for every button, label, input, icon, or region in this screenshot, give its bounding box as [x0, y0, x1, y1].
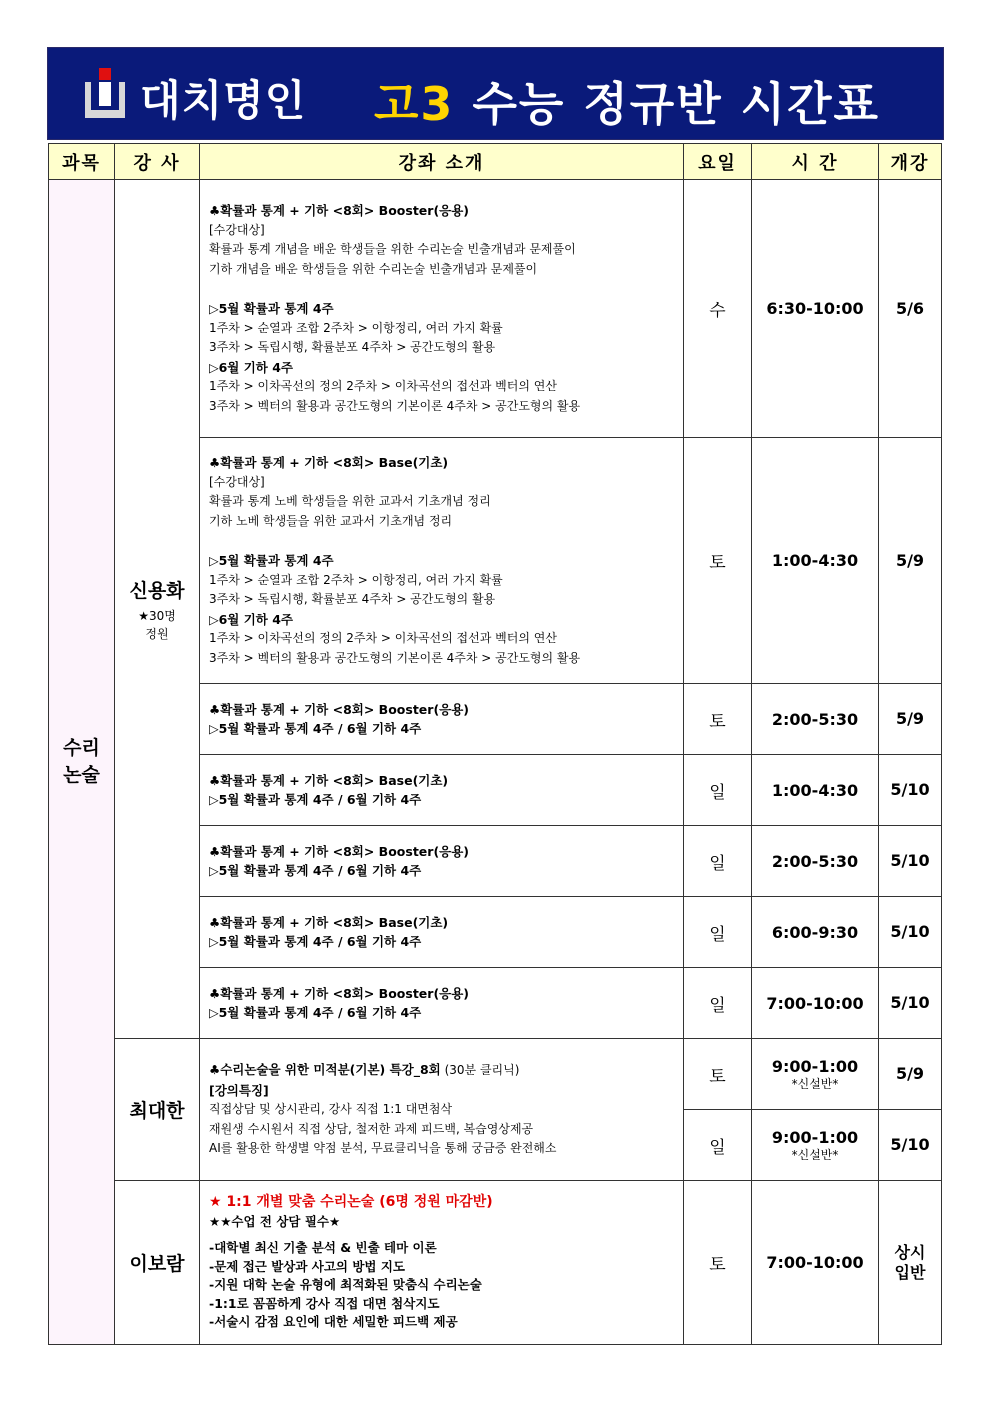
time-cell — [752, 1110, 879, 1181]
page-title — [374, 68, 880, 134]
day-cell: 토 — [684, 1181, 752, 1345]
col-subject: 과목 — [49, 144, 115, 180]
course-title: ♣확률과 통계 + 기하 <8회> Booster(응용) — [209, 203, 470, 218]
course-line: -대학별 최신 기출 분석 & 빈출 테마 이론 — [209, 1240, 437, 1256]
time-value: 9:00-1:00 — [771, 1127, 859, 1147]
time-cell: 2:00-5:30 — [752, 684, 879, 755]
time-cell: 2:00-5:30 — [752, 826, 879, 897]
day-cell: 일 — [684, 968, 752, 1039]
course-line: 확률과 통계 노베 학생들을 위한 교과서 기초개념 정리 — [209, 494, 491, 508]
teacher-capacity-label: 정원 — [145, 626, 169, 641]
open-cell: 5/9 — [879, 1039, 942, 1110]
subject-line: 논술 — [63, 764, 100, 786]
course-line: [수강대상] — [209, 222, 265, 237]
day-cell: 일 — [684, 1110, 752, 1181]
open-cell: 5/10 — [879, 1110, 942, 1181]
course-line: ▷5월 확률과 통계 4주 / 6월 기하 4주 — [209, 863, 422, 878]
open-cell: 5/9 — [879, 438, 942, 684]
time-cell: 7:00-10:00 — [752, 1181, 879, 1345]
course-line: ▷5월 확률과 통계 4주 / 6월 기하 4주 — [209, 721, 422, 736]
course-title: ★ 1:1 개별 맞춤 수리논술 (6명 정원 마감반) — [209, 1194, 493, 1211]
course-line: 1주차 > 이차곡선의 정의 2주차 > 이차곡선의 접선과 벡터의 연산 — [209, 631, 557, 645]
teacher-name: 신용화 — [129, 579, 185, 602]
time-cell: 7:00-10:00 — [752, 968, 879, 1039]
course-line: 1주차 > 이차곡선의 정의 2주차 > 이차곡선의 접선과 벡터의 연산 — [209, 379, 557, 393]
course-intro — [200, 826, 684, 897]
course-intro — [200, 180, 684, 438]
teacher-choi: 최대한 — [115, 1039, 200, 1181]
teacher-capacity: ★30명 — [138, 608, 176, 623]
course-intro — [200, 1181, 684, 1345]
course-intro — [200, 755, 684, 826]
open-cell: 5/10 — [879, 755, 942, 826]
course-line: 재원생 수시원서 직접 상담, 철저한 과제 피드백, 복습영상제공 — [209, 1121, 534, 1136]
course-line: ▷5월 확률과 통계 4주 / 6월 기하 4주 — [209, 934, 422, 949]
col-intro: 강좌 소개 — [200, 144, 684, 180]
open-line: 상시 — [894, 1242, 926, 1262]
subject-cell — [49, 180, 115, 1345]
course-line: 기하 개념을 배운 학생들을 위한 수리논술 빈출개념과 문제풀이 — [209, 261, 538, 276]
course-intro — [200, 684, 684, 755]
course-line: 3주차 > 독립시행, 확률분포 4주차 > 공간도형의 활용 — [209, 592, 496, 606]
open-cell: 5/10 — [879, 897, 942, 968]
header-row — [49, 144, 942, 180]
course-line: [강의특징] — [209, 1082, 269, 1098]
new-class-note: *신설반* — [791, 1076, 839, 1091]
course-line: 확률과 통계 개념을 배운 학생들을 위한 수리논술 빈출개념과 문제풀이 — [209, 242, 576, 256]
col-time: 시 간 — [752, 144, 879, 180]
time-value: 9:00-1:00 — [771, 1056, 859, 1076]
day-cell: 수 — [684, 180, 752, 438]
course-line: -지원 대학 논술 유형에 최적화된 맞춤식 수리논술 — [209, 1277, 482, 1293]
time-cell: 1:00-4:30 — [752, 438, 879, 684]
day-cell: 일 — [684, 755, 752, 826]
day-cell: 토 — [684, 1039, 752, 1110]
open-cell — [879, 1181, 942, 1345]
subject-line: 수리 — [63, 737, 100, 759]
open-cell: 5/9 — [879, 684, 942, 755]
open-cell: 5/10 — [879, 826, 942, 897]
course-line: 3주차 > 벡터의 활용과 공간도형의 기본이론 4주차 > 공간도형의 활용 — [209, 650, 581, 665]
header-banner — [47, 47, 944, 140]
time-cell: 1:00-4:30 — [752, 755, 879, 826]
course-line: ▷6월 기하 4주 — [209, 359, 294, 375]
table-row — [49, 1181, 942, 1345]
table-row — [49, 180, 942, 438]
course-intro — [200, 897, 684, 968]
course-line: 3주차 > 벡터의 활용과 공간도형의 기본이론 4주차 > 공간도형의 활용 — [209, 398, 581, 413]
open-cell: 5/6 — [879, 180, 942, 438]
course-intro — [200, 438, 684, 684]
course-line: [수강대상] — [209, 474, 265, 489]
col-open: 개강 — [879, 144, 942, 180]
day-cell: 일 — [684, 826, 752, 897]
schedule-table — [48, 143, 942, 1345]
course-line: ▷5월 확률과 통계 4주 — [209, 553, 334, 568]
course-title: ♣확률과 통계 + 기하 <8회> Booster(응용) — [209, 843, 470, 859]
course-line: -1:1로 꼼꼼하게 강사 직접 대면 첨삭지도 — [209, 1295, 440, 1311]
time-cell: 6:30-10:00 — [752, 180, 879, 438]
brand-name: 대치명인 — [140, 76, 307, 125]
course-title: ♣확률과 통계 + 기하 <8회> Booster(응용) — [209, 985, 470, 1001]
course-title: ♣확률과 통계 + 기하 <8회> Base(기초) — [209, 914, 449, 930]
open-cell: 5/10 — [879, 968, 942, 1039]
new-class-note: *신설반* — [791, 1147, 839, 1162]
teacher-lee: 이보람 — [115, 1181, 200, 1345]
open-line: 입반 — [894, 1262, 926, 1282]
course-line: AI를 활용한 학생별 약점 분석, 무료클리닉을 통해 궁금증 완전해소 — [209, 1141, 557, 1156]
day-cell: 토 — [684, 438, 752, 684]
course-line: 3주차 > 독립시행, 확률분포 4주차 > 공간도형의 활용 — [209, 340, 496, 354]
teacher-shin — [115, 180, 200, 1039]
course-line: ▷5월 확률과 통계 4주 — [209, 301, 334, 316]
day-cell: 토 — [684, 684, 752, 755]
course-line: -서술시 감점 요인에 대한 세밀한 피드백 제공 — [209, 1314, 458, 1330]
course-line: 기하 노베 학생들을 위한 교과서 기초개념 정리 — [209, 513, 453, 528]
time-cell — [752, 1039, 879, 1110]
course-line: 1주차 > 순열과 조합 2주차 > 이항정리, 여러 가지 확률 — [209, 320, 503, 335]
course-line: ▷6월 기하 4주 — [209, 611, 294, 627]
course-line: ▷5월 확률과 통계 4주 / 6월 기하 4주 — [209, 792, 422, 807]
table-row — [49, 1039, 942, 1110]
grade-label: 고3 — [374, 77, 455, 131]
day-cell: 일 — [684, 897, 752, 968]
course-title: ♣수리논술을 위한 미적분(기본) 특강_8회 — [209, 1062, 441, 1078]
course-title-note: (30분 클리닉) — [444, 1063, 520, 1078]
course-line: 직접상담 및 상시관리, 강사 직접 1:1 대면첨삭 — [209, 1102, 453, 1117]
course-line: ▷5월 확률과 통계 4주 / 6월 기하 4주 — [209, 1005, 422, 1020]
course-subtitle: ★★수업 전 상담 필수★ — [209, 1213, 341, 1229]
course-line: -문제 접근 발상과 사고의 방법 지도 — [209, 1258, 405, 1274]
academy-logo-icon — [85, 68, 125, 120]
col-day: 요일 — [684, 144, 752, 180]
course-title: ♣확률과 통계 + 기하 <8회> Base(기초) — [209, 772, 449, 788]
course-title: ♣확률과 통계 + 기하 <8회> Base(기초) — [209, 455, 449, 470]
course-title: ♣확률과 통계 + 기하 <8회> Booster(응용) — [209, 701, 470, 717]
time-cell: 6:00-9:30 — [752, 897, 879, 968]
course-line: 1주차 > 순열과 조합 2주차 > 이항정리, 여러 가지 확률 — [209, 572, 503, 587]
course-intro — [200, 968, 684, 1039]
course-intro — [200, 1039, 684, 1181]
title-text: 수능 정규반 시간표 — [472, 77, 880, 131]
col-teacher: 강 사 — [115, 144, 200, 180]
